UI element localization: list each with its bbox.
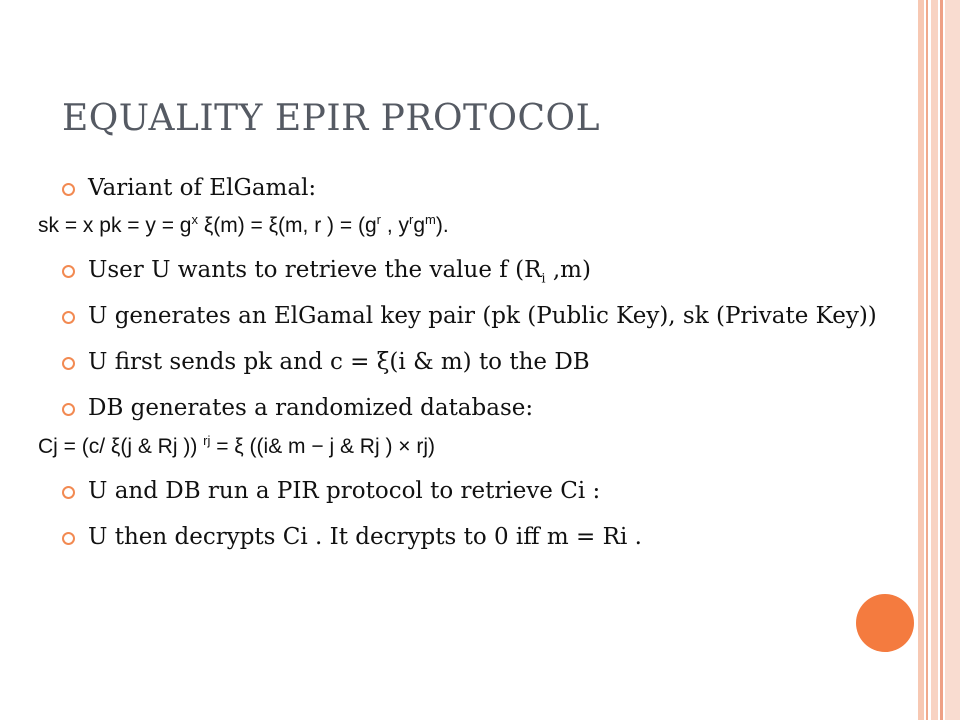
bullet-item — [62, 347, 902, 378]
bullet-icon — [62, 532, 75, 545]
bullet-icon — [62, 403, 75, 416]
bullet-icon — [62, 311, 75, 324]
slide-content — [38, 173, 902, 568]
formula-line: Cj = (c/ ξ(j & Rj )) $^{rj}$ = ξ ((i& m − j & Rj ) × rj) — [38, 433, 436, 458]
bullet-text: U first sends pk and c = ξ(i & m) to the DB — [88, 349, 590, 375]
bullet-text: U and DB run a PIR protocol to retrieve Ci : — [88, 478, 601, 504]
bullet-icon — [62, 265, 75, 278]
bullet-item — [62, 522, 902, 553]
bullet-item — [62, 301, 902, 332]
decor-circle — [856, 594, 914, 652]
bullet-item — [62, 476, 902, 507]
decor-stripe — [940, 0, 943, 720]
bullet-icon — [62, 486, 75, 499]
bullet-text: U then decrypts Ci . It decrypts to 0 iff m = Ri . — [88, 524, 642, 550]
decor-stripe — [945, 0, 960, 720]
bullet-icon — [62, 357, 75, 370]
slide-title: EQUALITY EPIR PROTOCOL — [62, 98, 600, 139]
bullet-text: DB generates a randomized database: — [88, 395, 534, 421]
bullet-text: Variant of ElGamal: — [88, 175, 317, 201]
decor-stripe — [926, 0, 928, 720]
decor-stripe — [931, 0, 938, 720]
bullet-item — [62, 173, 902, 204]
bullet-icon — [62, 183, 75, 196]
formula-line: sk = x pk = $y = g^x$ ξ(m) = ξ(m, r ) = ($g^r$ , $y^rg^m$). — [38, 212, 449, 237]
bullet-item — [62, 393, 902, 424]
bullet-item: User U wants to retrieve the value f ($R_i$ ,m) — [62, 255, 902, 286]
bullet-text: U generates an ElGamal key pair (pk (Public Key), sk (Private Key)) — [88, 303, 877, 329]
decor-stripe — [918, 0, 924, 720]
